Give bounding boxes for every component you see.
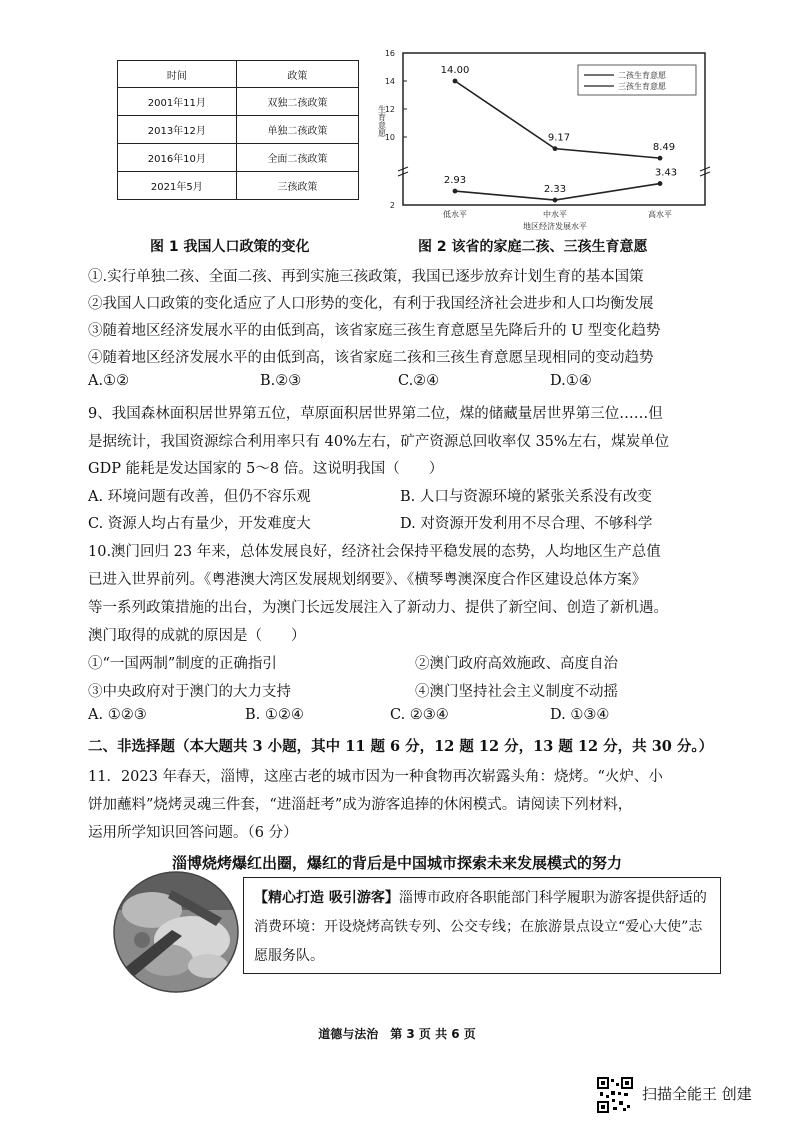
q8-statement-2: ②我国人口政策的变化适应了人口形势的变化，有利于我国经济社会进步和人口均衡发展 bbox=[88, 296, 654, 312]
q9-stem-1: 9、我国森林面积居世界第五位，草原面积居世界第二位，煤的储藏量居世界第三位……但 bbox=[88, 406, 663, 422]
table-cell: 2013年12月 bbox=[118, 116, 237, 144]
q9-option-b: B. 人口与资源环境的紧张关系没有改变 bbox=[400, 489, 652, 505]
scanner-watermark: 扫描全能王 创建 bbox=[642, 1085, 752, 1103]
data-label: 2.93 bbox=[443, 175, 467, 187]
x-tick-label: 高水平 bbox=[648, 210, 672, 219]
figure1-caption: 图 1 我国人口政策的变化 bbox=[150, 239, 310, 255]
q8-option-c: C.②④ bbox=[398, 373, 440, 389]
q8-option-d: D.①④ bbox=[550, 373, 592, 389]
y-axis-label: 生育意愿 bbox=[377, 105, 387, 137]
x-tick-label: 低水平 bbox=[443, 210, 467, 219]
table-cell: 单独二孩政策 bbox=[236, 116, 358, 144]
x-axis-label: 地区经济发展水平 bbox=[523, 222, 587, 231]
data-label: 8.49 bbox=[652, 142, 676, 154]
data-point bbox=[553, 198, 558, 203]
qr-code-icon bbox=[597, 1077, 633, 1113]
q9-option-c: C. 资源人均占有量少，开发难度大 bbox=[88, 516, 311, 532]
q10-stem-4: 澳门取得的成就的原因是（ ） bbox=[88, 628, 306, 644]
q8-option-b: B.②③ bbox=[260, 373, 302, 389]
q8-statement-4: ④随着地区经济发展水平的由低到高，该省家庭二孩和三孩生育意愿呈现相同的变动趋势 bbox=[88, 350, 654, 366]
material-box bbox=[243, 877, 721, 974]
data-label: 14.00 bbox=[440, 65, 470, 76]
table-cell: 三孩政策 bbox=[236, 172, 358, 200]
q8-statement-3: ③随着地区经济发展水平的由低到高，该省家庭三孩生育意愿呈先降后升的 U 型变化趋势 bbox=[88, 323, 661, 339]
page-footer: 道德与法治 第 3 页 共 6 页 bbox=[318, 1027, 476, 1041]
y-tick-label: 12 bbox=[384, 105, 395, 114]
material-text: 淄博市政府各职能部门科学履职为游客提供舒适的消费环境：开设烧烤高铁专列、公交专线；在旅游景点设立“爱心大使”志愿服务队。 bbox=[254, 890, 707, 964]
data-point bbox=[658, 181, 663, 186]
table-row bbox=[118, 172, 359, 200]
fertility-line-chart bbox=[360, 45, 715, 235]
q10-statement-2: ②澳门政府高效施政、高度自治 bbox=[415, 656, 618, 672]
table-row bbox=[118, 88, 359, 116]
q10-option-c: C. ②③④ bbox=[390, 707, 449, 723]
y-tick-label: 2 bbox=[389, 201, 395, 210]
table-header: 政策 bbox=[236, 61, 358, 88]
q9-stem-3: GDP 能耗是发达国家的 5～8 倍。这说明我国（ ） bbox=[88, 461, 444, 477]
q10-stem-1: 10.澳门回归 23 年来，总体发展良好，经济社会保持平稳发展的态势，人均地区生产总值 bbox=[88, 544, 661, 560]
y-tick-label: 16 bbox=[384, 49, 395, 58]
legend-label: 二孩生育意愿 bbox=[618, 71, 666, 80]
q9-option-d: D. 对资源开发利用不尽合理、不够科学 bbox=[400, 516, 653, 532]
table-header-row bbox=[118, 61, 359, 88]
q10-option-d: D. ①③④ bbox=[550, 707, 610, 723]
table-cell: 2016年10月 bbox=[118, 144, 237, 172]
q8-statement-1: ①.实行单独二孩、全面二孩、再到实施三孩政策，我国已逐步放弃计划生育的基本国策 bbox=[88, 269, 644, 285]
q8-option-a: A.①② bbox=[88, 373, 130, 389]
q10-option-a: A. ①②③ bbox=[88, 707, 147, 723]
legend-label: 三孩生育意愿 bbox=[618, 82, 666, 91]
table-cell: 双独二孩政策 bbox=[236, 88, 358, 116]
q10-stem-2: 已进入世界前列。《粤港澳大湾区发展规划纲要》、《横琴粤澳深度合作区建设总体方案》 bbox=[88, 572, 647, 588]
data-label: 9.17 bbox=[547, 132, 571, 144]
bbq-photo bbox=[112, 870, 240, 994]
q11-stem-3: 运用所学知识回答问题。（6 分） bbox=[88, 825, 298, 841]
q11-stem-1: 11．2023 年春天，淄博，这座古老的城市因为一种食物再次崭露头角：烧烤。“火炉、小 bbox=[88, 769, 663, 785]
y-tick-label: 14 bbox=[384, 77, 395, 86]
q10-statement-1: ①“一国两制”制度的正确指引 bbox=[88, 656, 277, 672]
q10-stem-3: 等一系列政策措施的出台，为澳门长远发展注入了新动力、提供了新空间、创造了新机遇。 bbox=[88, 600, 668, 616]
table-cell: 全面二孩政策 bbox=[236, 144, 358, 172]
material-tag: 【精心打造 吸引游客】 bbox=[254, 890, 399, 906]
data-point bbox=[553, 146, 558, 151]
section-heading: 二、非选择题（本大题共 3 小题，其中 11 题 6 分，12 题 12 分，13 题 12 分，共 30 分。） bbox=[88, 738, 714, 755]
policy-table bbox=[117, 60, 359, 200]
data-label: 2.33 bbox=[543, 184, 567, 196]
data-point bbox=[658, 156, 663, 161]
table-cell: 2001年11月 bbox=[118, 88, 237, 116]
q9-stem-2: 是据统计，我国资源综合利用率只有 40%左右，矿产资源总回收率仅 35%左右，煤炭单位 bbox=[88, 434, 670, 450]
data-point bbox=[453, 79, 458, 84]
table-cell: 2021年5月 bbox=[118, 172, 237, 200]
q11-stem-2: 饼加蘸料”烧烤灵魂三件套，“进淄赶考”成为游客追捧的休闲模式。请阅读下列材料， bbox=[88, 797, 633, 813]
material-title: 淄博烧烤爆红出圈，爆红的背后是中国城市探索未来发展模式的努力 bbox=[171, 854, 622, 872]
data-point bbox=[453, 189, 458, 194]
data-label: 3.43 bbox=[654, 167, 678, 179]
q10-statement-3: ③中央政府对于澳门的大力支持 bbox=[88, 684, 291, 700]
table-row bbox=[118, 116, 359, 144]
y-tick-label: 10 bbox=[384, 133, 395, 142]
figure2-caption: 图 2 该省的家庭二孩、三孩生育意愿 bbox=[418, 239, 648, 255]
table-header: 时间 bbox=[118, 61, 237, 88]
q9-option-a: A. 环境问题有改善，但仍不容乐观 bbox=[88, 489, 311, 505]
table-row bbox=[118, 144, 359, 172]
x-tick-label: 中水平 bbox=[543, 210, 567, 219]
q10-option-b: B. ①②④ bbox=[245, 707, 304, 723]
q10-statement-4: ④澳门坚持社会主义制度不动摇 bbox=[415, 684, 618, 700]
